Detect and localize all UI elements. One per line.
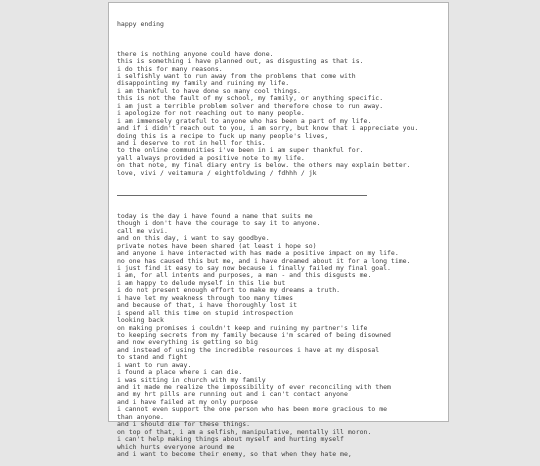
section-divider xyxy=(117,195,367,196)
note-line: disappointing my family and ruining my life. xyxy=(117,79,290,88)
diary-line: and instead of using the incredible resources i have at my disposal xyxy=(117,345,380,354)
diary-line: i cannot even support the one person who has been more gracious to me xyxy=(117,405,388,414)
diary-line: i do not present enough effort to make my dreams a truth. xyxy=(117,286,341,295)
note-line: and i deserve to rot in hell for this. xyxy=(117,138,266,147)
diary-line: i am happy to delude myself in this lie but xyxy=(117,278,286,287)
diary-line: i want to run away. xyxy=(117,360,192,369)
diary-line: and i have failed at my only purpose xyxy=(117,397,258,406)
note-line: i selfishly want to run away from the problems that come with xyxy=(117,72,356,80)
note-line: on that note, my final diary entry is below. the others may explain better. xyxy=(117,161,411,170)
note-line: love, vivi / veitamura / eightfoldwing / fdhhh / jk xyxy=(117,168,317,177)
note-line: there is nothing anyone could have done. xyxy=(117,49,274,58)
diary-section xyxy=(117,213,448,458)
note-line: yall always provided a positive note to my life. xyxy=(117,153,305,162)
diary-line: i found a place where i can die. xyxy=(117,368,243,377)
diary-line: i just find it easy to say now because i finally failed my final goal. xyxy=(117,264,391,272)
diary-line: on making promises i couldn't keep and ruining my partner's life xyxy=(117,323,368,332)
note-line: this is something i have planned out, as disgusting as that is. xyxy=(117,57,364,66)
diary-line: i can't help making things about myself and hurting myself xyxy=(117,435,344,444)
diary-line: i was sitting in church with my family xyxy=(117,375,266,384)
document-title: happy ending xyxy=(117,19,164,28)
diary-line: on top of that, i am a selfish, manipulative, mentally ill moron. xyxy=(117,427,372,436)
note-line: to the online communities i've been in i am super thankful for. xyxy=(117,146,364,155)
diary-line: looking back xyxy=(117,316,164,325)
document-page xyxy=(108,2,449,458)
diary-line: and i should die for these things. xyxy=(117,420,251,429)
note-line: i do this for many reasons. xyxy=(117,64,223,73)
diary-line: call me vivi. xyxy=(117,226,168,235)
diary-line: and anyone i have interacted with has made a positive impact on my life. xyxy=(117,249,399,258)
diary-line: though i don't have the courage to say it to anyone. xyxy=(117,219,321,228)
diary-line: than anyone. xyxy=(117,412,164,421)
diary-line: which hurts everyone around me xyxy=(117,442,235,451)
diary-line: and now everything is getting so big xyxy=(117,338,258,347)
note-line: i apologize for not reaching out to many people. xyxy=(117,109,305,118)
diary-line: today is the day i have found a name that suits me xyxy=(117,211,313,220)
note-line: i am immensely grateful to anyone who has been a part of my life. xyxy=(117,116,372,125)
diary-line: i am, for all intents and purposes, a man - and this disgusts me. xyxy=(117,271,372,280)
diary-line: to stand and fight xyxy=(117,353,188,362)
note-line: doing this is a recipe to fuck up many people's lives, xyxy=(117,131,329,140)
diary-line: private notes have been shared (at least i hope so) xyxy=(117,241,317,250)
diary-line: and it made me realize the impossibility of ever reconciling with them xyxy=(117,383,391,391)
note-line: and if i didn't reach out to you, i am sorry, but know that i appreciate you. xyxy=(117,124,419,133)
diary-line: and i want to become their enemy, so that when they hate me, xyxy=(117,449,352,458)
note-line: this is not the fault of my school, my family, or anything specific. xyxy=(117,94,384,103)
note-line: i am just a terrible problem solver and therefore chose to run away. xyxy=(117,101,384,110)
diary-line: and my hrt pills are running out and i can't contact anyone xyxy=(117,390,348,399)
note-line: i am thankful to have done so many cool things. xyxy=(117,86,301,95)
diary-line: to keeping secrets from my family because i'm scared of being disowned xyxy=(117,330,391,339)
diary-line: and on this day, i want to say goodbye. xyxy=(117,234,270,243)
diary-line: i spend all this time on stupid introspection xyxy=(117,308,294,317)
diary-line: i have let my weakness through too many times xyxy=(117,293,294,302)
diary-line: no one has caused this but me, and i have dreamed about it for a long time. xyxy=(117,256,411,265)
note-section xyxy=(117,51,448,177)
diary-line: and because of that, i have thoroughly lost it xyxy=(117,301,298,310)
